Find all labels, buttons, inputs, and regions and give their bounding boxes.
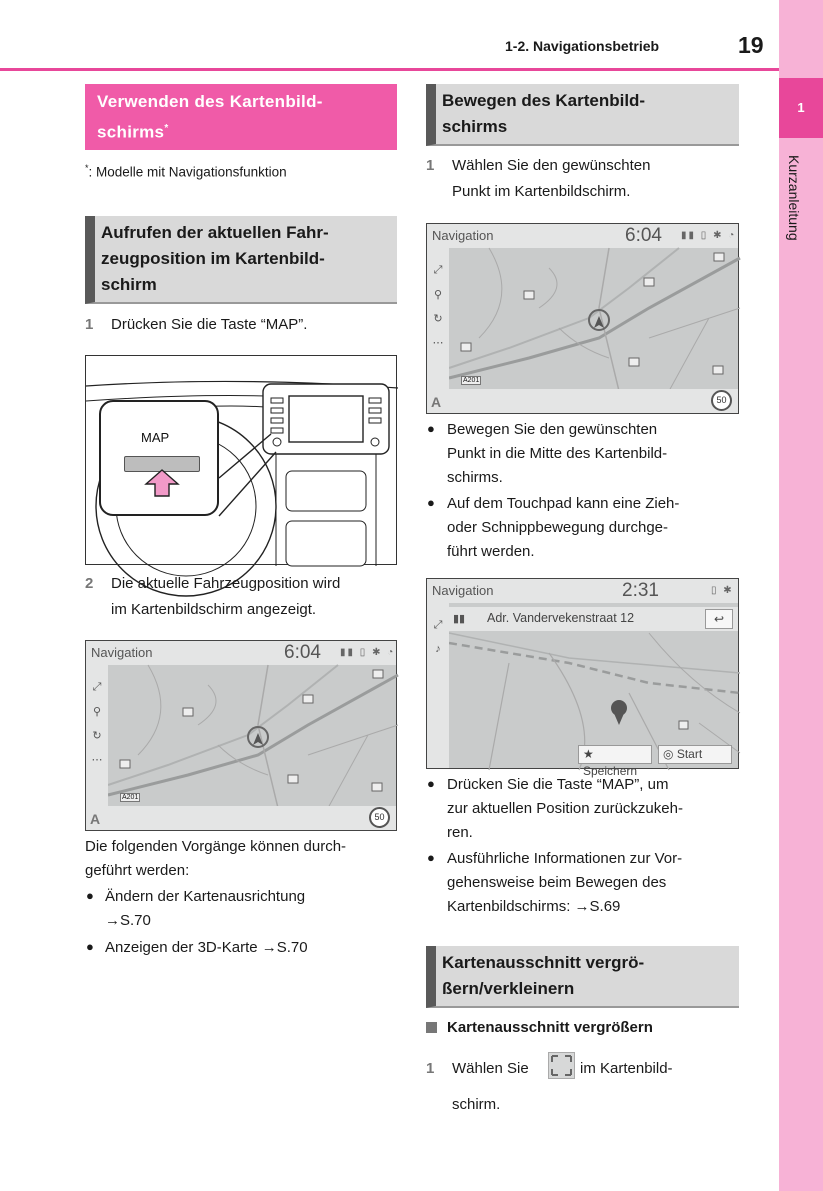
step-text: Wählen Sie den gewünschten: [452, 157, 651, 174]
speed-limit-sign: 50: [711, 390, 732, 411]
map-area[interactable]: [449, 248, 738, 389]
back-button[interactable]: ↩: [705, 609, 733, 629]
save-button[interactable]: ★ Speichern: [578, 745, 652, 764]
step-text: im Kartenbildschirm angezeigt.: [111, 601, 317, 618]
step-text: Wählen Sie: [452, 1060, 529, 1077]
bullet-text: ren.: [447, 824, 473, 841]
map-area[interactable]: [108, 665, 396, 806]
heading-line: ßern/verkleinern: [442, 979, 575, 998]
step-text: Drücken Sie die Taste “MAP”.: [111, 316, 308, 333]
address-bar: [449, 607, 738, 631]
screen-title: Navigation: [91, 645, 153, 660]
heading-line: schirm: [101, 275, 157, 294]
step-number: 1: [85, 316, 94, 333]
search-icon[interactable]: ⚲: [433, 289, 443, 301]
speed-limit-sign: 50: [369, 807, 390, 828]
start-button[interactable]: ◎ Start: [658, 745, 732, 764]
dashboard-illustration: [85, 355, 397, 565]
more-icon[interactable]: ⋯: [432, 337, 444, 349]
clock: 2:31: [622, 580, 659, 601]
heading-line: Aufrufen der aktuellen Fahr-: [101, 223, 329, 242]
bullet-text: oder Schnippbewegung durchge-: [447, 519, 668, 536]
note-mark: *: [85, 163, 89, 173]
map-drawing: [449, 248, 740, 391]
map-corner-letter: A: [431, 394, 442, 410]
heading-move-map: [426, 84, 739, 146]
heading-line: Kartenausschnitt vergrö-: [442, 953, 645, 972]
start-button-label: Start: [676, 747, 703, 761]
bullet-text: zur aktuellen Position zurückzukeh-: [447, 800, 683, 817]
main-heading-line1: Verwenden des Kartenbild-: [97, 92, 323, 111]
subheading: Kartenausschnitt vergrößern: [447, 1019, 653, 1036]
footnote-mark: *: [164, 123, 169, 134]
bullet-icon: ●: [86, 939, 94, 954]
bullet-icon: ●: [427, 850, 435, 865]
expand-icon[interactable]: ⤢: [92, 681, 102, 693]
step-number: 1: [426, 157, 435, 174]
bullet-text: Ausführliche Informationen zur Vor-: [447, 850, 683, 867]
square-bullet-icon: [426, 1022, 437, 1033]
map-bottom-bar: [86, 806, 396, 830]
map-button-label: MAP: [141, 430, 170, 445]
chapter-label: Kurzanleitung: [786, 155, 802, 241]
clock: 6:04: [625, 225, 662, 246]
bullet-text[interactable]: →S.70: [105, 912, 151, 929]
bullet-icon: ●: [427, 776, 435, 791]
bullet-text: Auf dem Touchpad kann eine Zieh-: [447, 495, 680, 512]
bullet-text: Punkt in die Mitte des Kartenbild-: [447, 445, 668, 462]
map-toolbar: [427, 603, 449, 768]
marker-icon: ▮▮: [453, 613, 466, 625]
step-number: 1: [426, 1060, 435, 1077]
screen-title: Navigation: [432, 583, 494, 598]
chapter-tab[interactable]: 1: [779, 78, 823, 138]
step-number: 2: [85, 575, 94, 592]
navigation-screen-moved-point[interactable]: [426, 578, 739, 778]
bullet-icon: ●: [427, 421, 435, 436]
step-text: Punkt im Kartenbildschirm.: [452, 183, 631, 200]
map-corner-letter: A: [90, 811, 101, 827]
note-text: : Modelle mit Navigationsfunktion: [88, 164, 287, 180]
status-bar: [427, 224, 738, 248]
section-title: 1-2. Navigationsbetrieb: [505, 38, 660, 54]
main-heading-line2: schirms: [97, 122, 165, 142]
navigation-screen-select-point[interactable]: [426, 223, 739, 414]
save-button-label: Speichern: [583, 764, 638, 778]
header-divider: [0, 68, 779, 71]
map-drawing: [108, 665, 398, 808]
page-number: 19: [738, 32, 764, 58]
bullet-text: Bewegen Sie den gewünschten: [447, 421, 658, 438]
press-arrow-icon: [142, 468, 182, 498]
paragraph: geführt werden:: [85, 862, 190, 879]
map-bottom-bar: [427, 389, 738, 413]
heading-current-position: [85, 216, 397, 304]
step-text: im Kartenbild-: [580, 1060, 673, 1077]
clock: 6:04: [284, 642, 321, 663]
address-text: Adr. Vandervekenstraat 12: [487, 611, 635, 625]
bullet-text: gehensweise beim Bewegen des: [447, 874, 667, 891]
expand-icon[interactable]: ⤢: [433, 264, 443, 276]
search-icon[interactable]: ⚲: [92, 706, 102, 718]
status-icons: ▮▮ ▯ ✱ ◔: [340, 647, 396, 658]
expand-icon[interactable]: ⤢: [433, 619, 443, 631]
status-icons: ▯ ✱: [711, 585, 734, 596]
step-text: Die aktuelle Fahrzeugposition wird: [111, 575, 341, 592]
main-heading: [85, 84, 397, 150]
navigation-screen-current-position[interactable]: [85, 640, 397, 831]
screen-title: Navigation: [432, 228, 494, 243]
heading-line: Bewegen des Kartenbild-: [442, 91, 646, 110]
status-icons: ▮▮ ▯ ✱ ◔: [681, 230, 737, 241]
bullet-text: führt werden.: [447, 543, 535, 560]
heading-line: zeugposition im Kartenbild-: [101, 249, 325, 268]
rotate-icon[interactable]: ↻: [433, 313, 443, 325]
bullet-text: Ändern der Kartenausrichtung: [105, 888, 306, 905]
bullet-text[interactable]: Anzeigen der 3D-Karte →S.70: [105, 939, 308, 956]
rotate-icon[interactable]: ↻: [92, 730, 102, 742]
paragraph: Die folgenden Vorgänge können durch-: [85, 838, 347, 855]
bullet-icon: ●: [86, 888, 94, 903]
road-label: A201: [122, 794, 139, 801]
bullet-text[interactable]: Kartenbildschirms: →S.69: [447, 898, 621, 915]
more-icon[interactable]: ⋯: [91, 754, 103, 766]
status-bar: [427, 579, 738, 603]
heading-zoom-map: [426, 946, 739, 1008]
bullet-text: Drücken Sie die Taste “MAP”, um: [447, 776, 669, 793]
voice-icon[interactable]: ♪: [435, 643, 441, 655]
expand-map-icon[interactable]: [548, 1052, 575, 1079]
road-label: A201: [463, 377, 480, 384]
status-bar: [86, 641, 396, 665]
bullet-icon: ●: [427, 495, 435, 510]
footnote: [85, 163, 287, 180]
heading-line: schirms: [442, 117, 508, 136]
expand-arrows-icon: [549, 1053, 574, 1078]
step-text: schirm.: [452, 1096, 501, 1113]
bullet-text: schirms.: [447, 469, 503, 486]
